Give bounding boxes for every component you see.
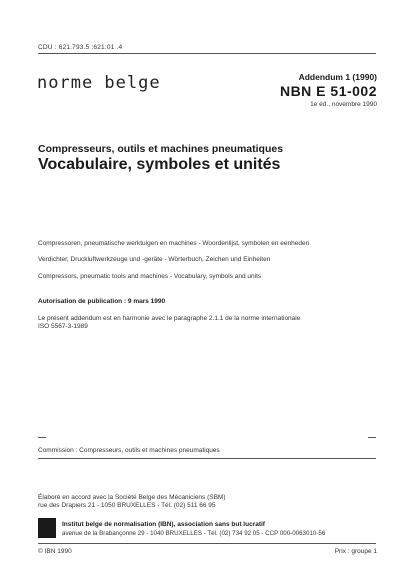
commission-divider [38, 458, 376, 459]
alt-title-dutch: Compressoren, pneumatische werktuigen en machines - Woordenlijst, symbolen en eenheden [38, 240, 310, 247]
top-divider [38, 53, 376, 54]
harmonization-line-1: Le présent addendum est en harmonie avec le paragraphe 2.1.1 de la norme internationale [38, 315, 301, 322]
price-group: Prix : groupe 1 [334, 548, 377, 555]
edition-date: 1e éd., novembre 1990 [310, 101, 377, 108]
norme-belge-logo: norme belge [37, 73, 161, 93]
institute-line-2: avenue de la Brabançonne 29 - 1040 BRUXELLES - Tél. (02) 734 92 05 - CCP 000-0063010-56 [62, 530, 326, 537]
title-line-1: Compresseurs, outils et machines pneumatiques [38, 143, 284, 155]
elaboration-line-2: rue des Drapiers 21 - 1050 BRUXELLES - Tél. (02) 511 66 95 [38, 502, 216, 509]
alt-title-german: Verdichter, Druckluftwerkzeuge und -geräte - Wörterbuch, Zeichen und Einheiten [38, 256, 271, 263]
alt-title-english: Compressors, pneumatic tools and machines - Vocabulary, symbols and units [38, 273, 262, 280]
institute-line-1: Institut belge de normalisation (IBN), association sans but lucratif [62, 521, 265, 528]
commission: Commission : Compresseurs, outils et machines pneumatiques [38, 447, 220, 454]
title-line-2: Vocabulaire, symboles et unités [38, 156, 281, 173]
standard-number: NBN E 51-002 [279, 83, 377, 99]
addendum-label: Addendum 1 (1990) [298, 72, 377, 82]
bottom-divider [38, 543, 376, 544]
harmonization-line-2: ISO 5567-3-1989 [38, 323, 88, 330]
left-mark [38, 437, 46, 438]
publication-authorization: Autorisation de publication : 9 mars 1990 [38, 298, 166, 305]
elaboration-line-1: Élaboré en accord avec la Société Belge des Mécaniciens (SBM) [38, 494, 226, 501]
ibn-stamp-icon [38, 518, 56, 538]
right-mark [368, 437, 376, 438]
cdu-code: CDU : 621.793.5 :621.01 .4 [38, 44, 123, 51]
copyright: © IBN 1990 [38, 548, 72, 555]
